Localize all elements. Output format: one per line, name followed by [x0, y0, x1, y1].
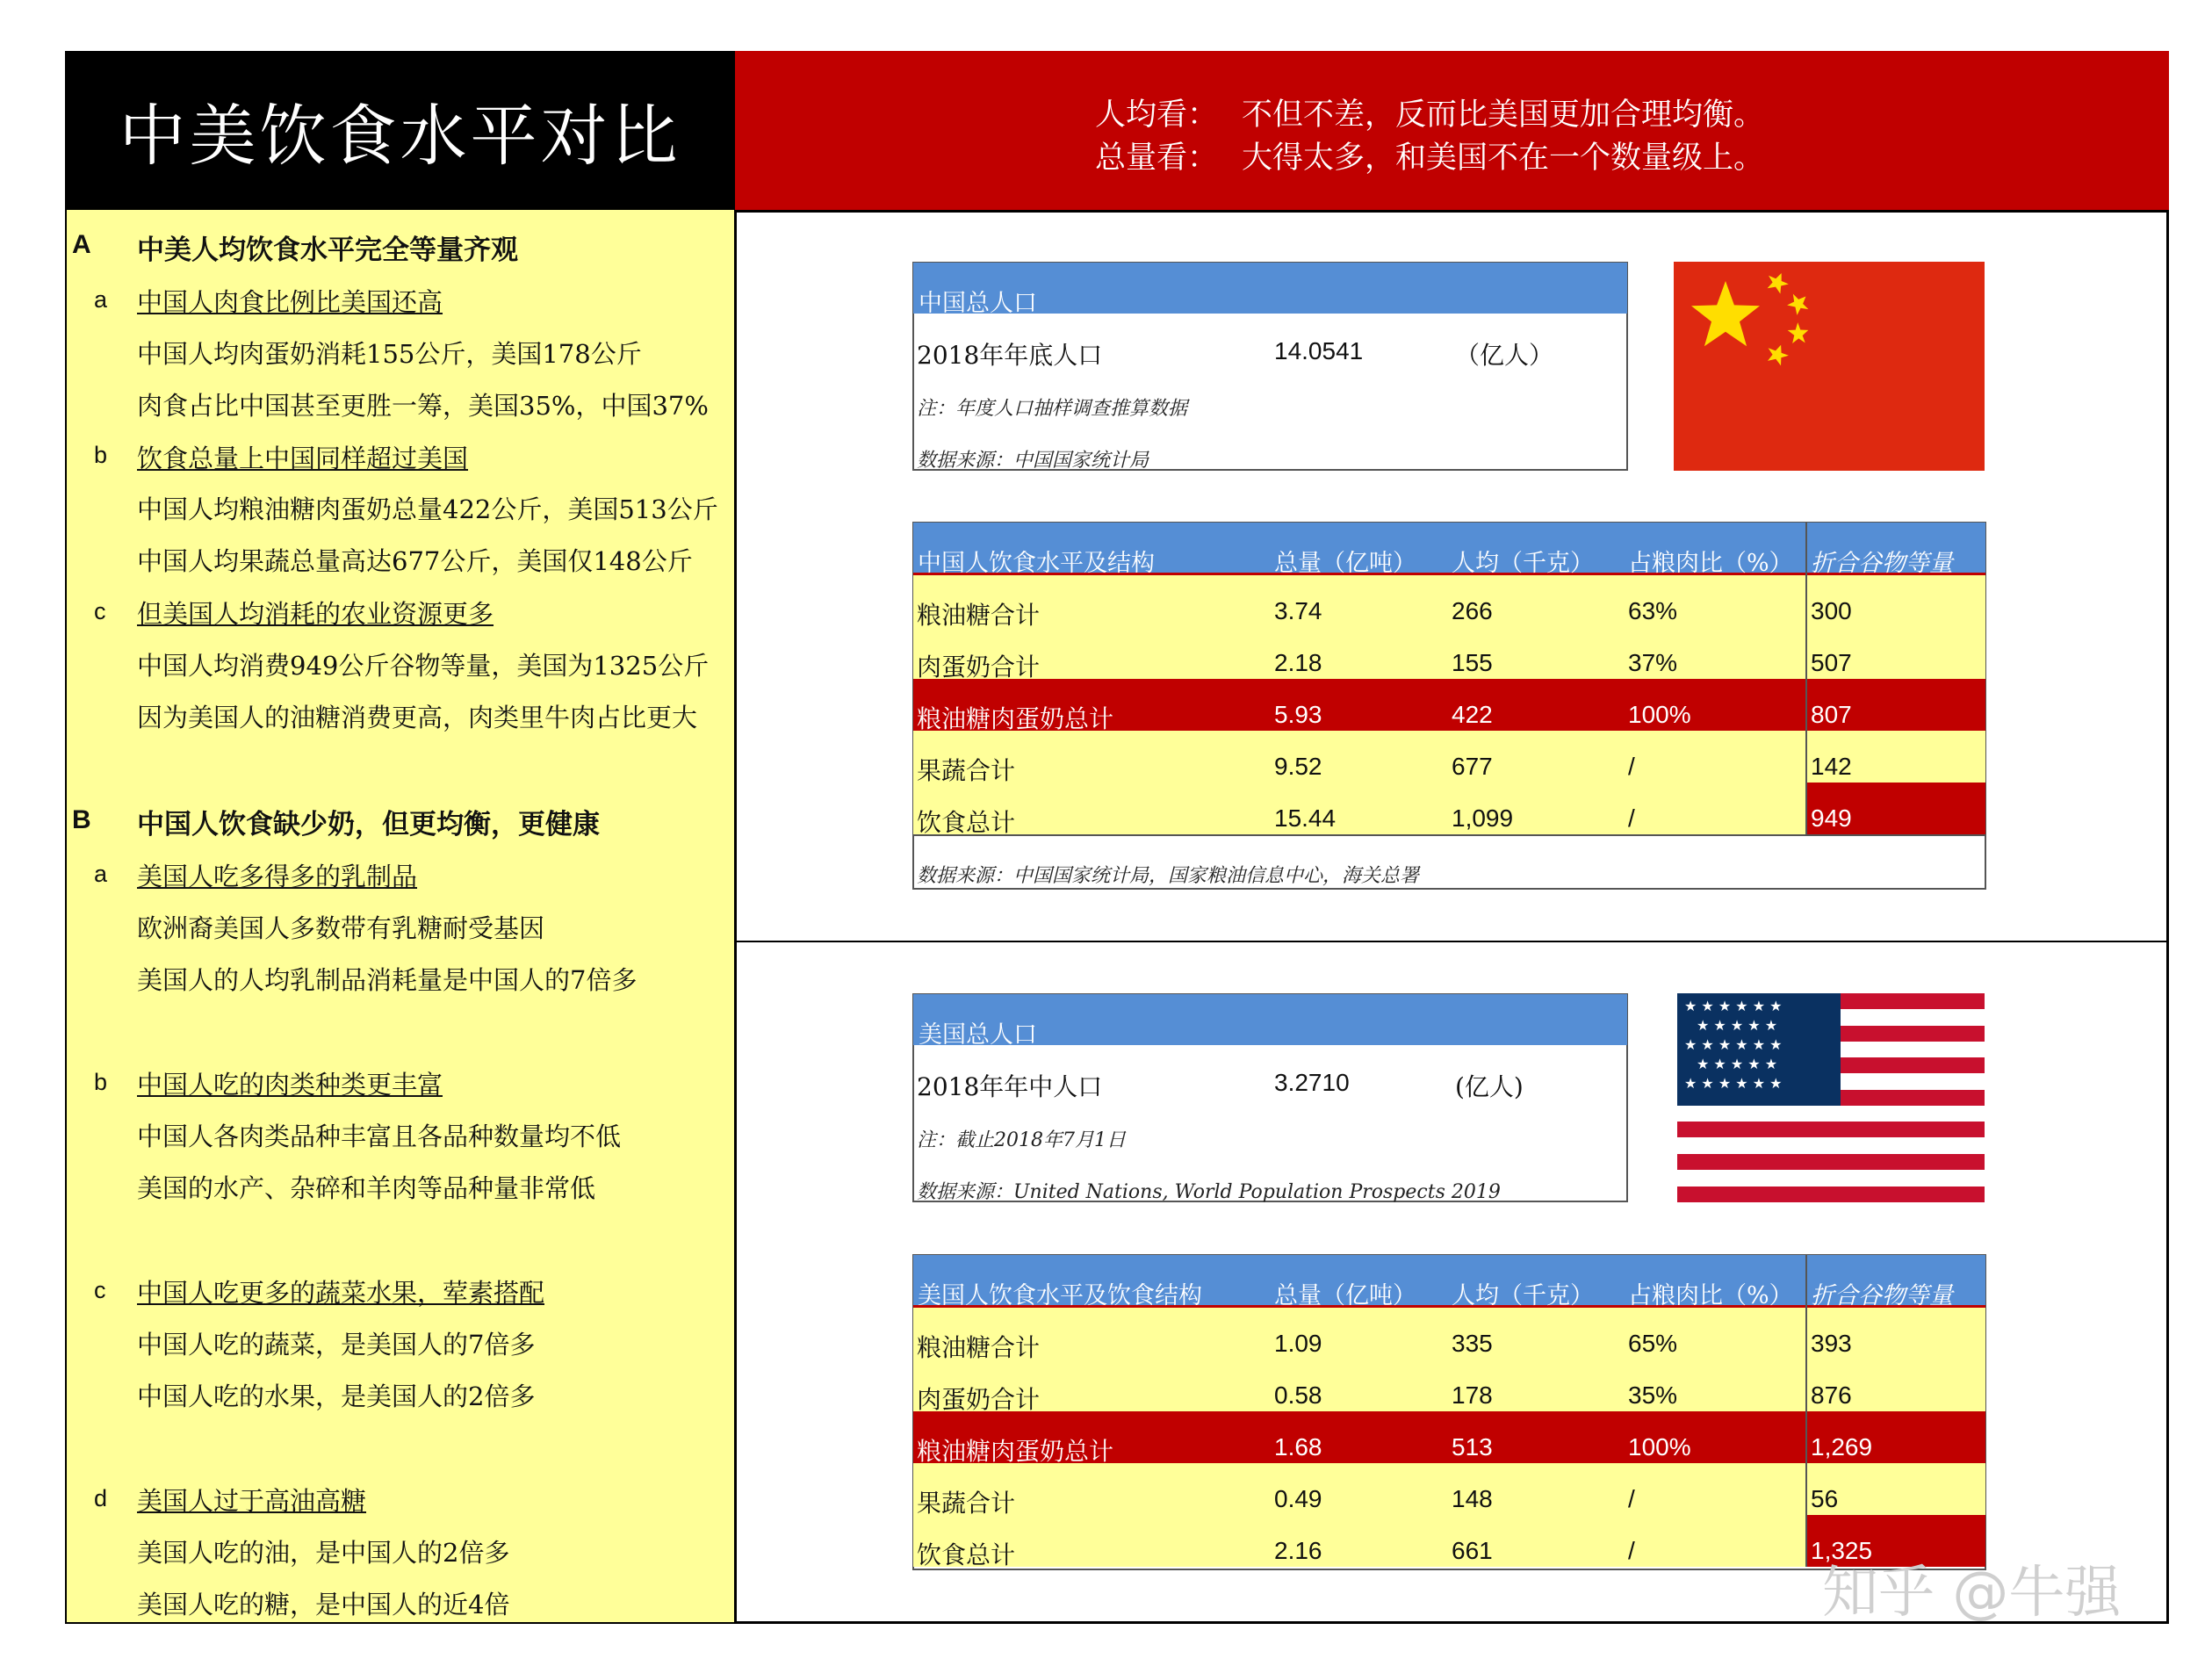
us-row-total: 0.49 — [1274, 1485, 1322, 1512]
china-row-ratio: / — [1628, 804, 1635, 832]
china-row-total: 3.74 — [1274, 597, 1322, 624]
us-population-note: 注：截止2018年7月1日 — [917, 1129, 1126, 1151]
detail-line: 中国人各肉类品种丰富且各品种数量均不低 — [137, 1122, 622, 1151]
china-table-header: 占粮肉比（%） — [1628, 550, 1793, 577]
detail-line: 中国人吃的蔬菜，是美国人的7倍多 — [137, 1330, 536, 1360]
china-flag-icon — [1674, 262, 1985, 471]
section-letter: B — [72, 805, 91, 834]
us-table-header: 折合谷物等量 — [1811, 1282, 1953, 1309]
section-heading: 中国人饮食缺少奶，但更均衡，更健康 — [137, 809, 600, 840]
svg-text:★ ★ ★ ★ ★ ★: ★ ★ ★ ★ ★ ★ — [1684, 1075, 1783, 1092]
detail-line: 美国人的人均乳制品消耗量是中国人的7倍多 — [137, 965, 638, 995]
us-row-per-capita: 661 — [1452, 1537, 1493, 1564]
us-row-grain: 393 — [1811, 1330, 1852, 1357]
us-row-total: 1.68 — [1274, 1433, 1322, 1461]
us-flag-icon — [1677, 993, 1985, 1202]
banner-label-2: 总量看： — [1095, 141, 1219, 176]
detail-line: 因为美国人的油糖消费更高，肉类里牛肉占比更大 — [137, 703, 698, 732]
us-row-grain: 876 — [1811, 1381, 1852, 1409]
us-row-name: 粮油糖肉蛋奶总计 — [917, 1437, 1114, 1466]
detail-line: 美国人吃的糖，是中国人的近4倍 — [137, 1590, 510, 1619]
us-row-name: 饮食总计 — [917, 1540, 1016, 1569]
us-population-unit: (亿人) — [1455, 1072, 1524, 1101]
us-row-total: 0.58 — [1274, 1381, 1322, 1409]
us-row-ratio: / — [1628, 1485, 1635, 1512]
china-row-name: 粮油糖肉蛋奶总计 — [917, 704, 1114, 733]
china-population-source: 数据来源：中国国家统计局 — [917, 450, 1149, 472]
subsection-letter: c — [94, 1277, 106, 1303]
subsection-title: 饮食总量上中国同样超过美国 — [137, 444, 469, 473]
us-population-value: 3.2710 — [1274, 1069, 1350, 1096]
us-row-ratio: 100% — [1628, 1433, 1691, 1461]
us-row-ratio: 65% — [1628, 1330, 1678, 1357]
watermark: 知乎 @牛强 — [1822, 1561, 2122, 1626]
banner-text-1: 不但不差，反而比美国更加合理均衡。 — [1242, 97, 1765, 133]
us-row-per-capita: 178 — [1452, 1381, 1493, 1409]
china-row-name: 饮食总计 — [917, 808, 1016, 837]
china-row-per-capita: 422 — [1452, 701, 1493, 728]
detail-line: 中国人均消费949公斤谷物等量，美国为1325公斤 — [137, 651, 710, 681]
us-row-name: 粮油糖合计 — [917, 1333, 1041, 1362]
subsection-letter: b — [94, 1069, 108, 1095]
subsection-title: 中国人吃更多的蔬菜水果，荤素搭配 — [137, 1278, 545, 1308]
detail-line: 美国人吃的油，是中国人的2倍多 — [137, 1538, 510, 1568]
us-row-total: 2.16 — [1274, 1537, 1322, 1564]
china-row-grain: 300 — [1811, 597, 1852, 624]
us-row-name: 果蔬合计 — [917, 1489, 1016, 1518]
us-row-ratio: / — [1628, 1537, 1635, 1564]
china-row-name: 果蔬合计 — [917, 756, 1016, 785]
china-row-total: 5.93 — [1274, 701, 1322, 728]
subsection-title: 中国人肉食比例比美国还高 — [137, 287, 443, 317]
china-row-per-capita: 1,099 — [1452, 804, 1514, 832]
banner-text-2: 大得太多，和美国不在一个数量级上。 — [1242, 141, 1765, 176]
section-heading: 中美人均饮食水平完全等量齐观 — [137, 234, 518, 266]
china-population-note: 注：年度人口抽样调查推算数据 — [917, 398, 1188, 420]
us-row-total: 1.09 — [1274, 1330, 1322, 1357]
us-row-grain: 1,325 — [1811, 1537, 1873, 1564]
us-row-per-capita: 335 — [1452, 1330, 1493, 1357]
china-row-ratio: 37% — [1628, 649, 1678, 676]
middle-divider — [735, 941, 2169, 942]
detail-line: 中国人均粮油糖肉蛋奶总量422公斤，美国513公斤 — [137, 494, 718, 524]
china-table-header: 中国人饮食水平及结构 — [918, 550, 1155, 577]
us-row-grain: 1,269 — [1811, 1433, 1873, 1461]
subsection-title: 美国人过于高油高糖 — [137, 1486, 367, 1516]
china-row-grain: 507 — [1811, 649, 1852, 676]
detail-line: 中国人均果蔬总量高达677公斤，美国仅148公斤 — [137, 546, 693, 576]
us-row-ratio: 35% — [1628, 1381, 1678, 1409]
china-row-per-capita: 677 — [1452, 753, 1493, 780]
china-population-header-label: 中国总人口 — [919, 290, 1037, 317]
china-row-total: 2.18 — [1274, 649, 1322, 676]
detail-line: 中国人吃的水果，是美国人的2倍多 — [137, 1381, 536, 1411]
china-row-per-capita: 155 — [1452, 649, 1493, 676]
china-row-grain: 807 — [1811, 701, 1852, 728]
subsection-title: 中国人吃的肉类种类更丰富 — [137, 1070, 443, 1100]
subsection-letter: b — [94, 442, 108, 468]
svg-text:★ ★ ★ ★ ★ ★: ★ ★ ★ ★ ★ ★ — [1684, 1036, 1783, 1053]
detail-line: 欧洲裔美国人多数带有乳糖耐受基因 — [137, 913, 545, 943]
us-table-column-divider — [1805, 1255, 1807, 1567]
us-population-header-label: 美国总人口 — [919, 1021, 1037, 1049]
china-table-column-divider — [1805, 523, 1807, 834]
china-population-label: 2018年年底人口 — [917, 341, 1103, 370]
page-title: 中美饮食水平对比 — [119, 97, 681, 175]
us-table-header: 美国人饮食水平及饮食结构 — [918, 1282, 1202, 1309]
china-population-unit: （亿人） — [1455, 341, 1554, 370]
header-divider — [735, 210, 2169, 213]
us-table-header: 占粮肉比（%） — [1628, 1282, 1793, 1309]
subsection-title: 美国人吃多得多的乳制品 — [137, 862, 418, 891]
china-row-per-capita: 266 — [1452, 597, 1493, 624]
us-row-name: 肉蛋奶合计 — [917, 1385, 1041, 1414]
china-table-source: 数据来源：中国国家统计局，国家粮油信息中心，海关总署 — [917, 865, 1420, 887]
china-row-name: 粮油糖合计 — [917, 601, 1041, 630]
section-letter: A — [72, 230, 91, 259]
china-row-ratio: 100% — [1628, 701, 1691, 728]
us-row-per-capita: 513 — [1452, 1433, 1493, 1461]
banner-label-1: 人均看： — [1095, 97, 1219, 133]
china-row-ratio: / — [1628, 753, 1635, 780]
subsection-letter: c — [94, 598, 106, 624]
us-table-header: 总量（亿吨） — [1274, 1282, 1416, 1309]
china-row-name: 肉蛋奶合计 — [917, 653, 1041, 682]
detail-line: 美国的水产、杂碎和羊肉等品种量非常低 — [137, 1173, 596, 1203]
china-population-value: 14.0541 — [1274, 337, 1364, 364]
china-row-grain: 142 — [1811, 753, 1852, 780]
svg-text:★ ★ ★ ★ ★: ★ ★ ★ ★ ★ — [1697, 1056, 1778, 1072]
subsection-letter: a — [94, 861, 108, 887]
us-row-grain: 56 — [1811, 1485, 1839, 1512]
china-table-bottom-border — [913, 834, 1985, 836]
china-table-header: 折合谷物等量 — [1811, 550, 1953, 577]
china-table-header: 总量（亿吨） — [1274, 550, 1416, 577]
subsection-title: 但美国人均消耗的农业资源更多 — [137, 599, 494, 629]
china-table-header: 人均（千克） — [1452, 550, 1594, 577]
detail-line: 肉食占比中国甚至更胜一筹，美国35%，中国37% — [137, 391, 709, 421]
us-population-source: 数据来源：United Nations, World Population Prospects 2019 — [917, 1181, 1501, 1203]
us-row-per-capita: 148 — [1452, 1485, 1493, 1512]
china-row-total: 15.44 — [1274, 804, 1337, 832]
us-table-header: 人均（千克） — [1452, 1282, 1594, 1309]
china-row-ratio: 63% — [1628, 597, 1678, 624]
us-population-label: 2018年年中人口 — [917, 1072, 1103, 1101]
subsection-letter: d — [94, 1485, 108, 1511]
china-row-grain: 949 — [1811, 804, 1852, 832]
subsection-letter: a — [94, 286, 108, 313]
china-row-total: 9.52 — [1274, 753, 1322, 780]
svg-text:★ ★ ★ ★ ★ ★: ★ ★ ★ ★ ★ ★ — [1684, 998, 1783, 1014]
svg-text:★ ★ ★ ★ ★: ★ ★ ★ ★ ★ — [1697, 1017, 1778, 1034]
detail-line: 中国人均肉蛋奶消耗155公斤，美国178公斤 — [137, 339, 642, 369]
